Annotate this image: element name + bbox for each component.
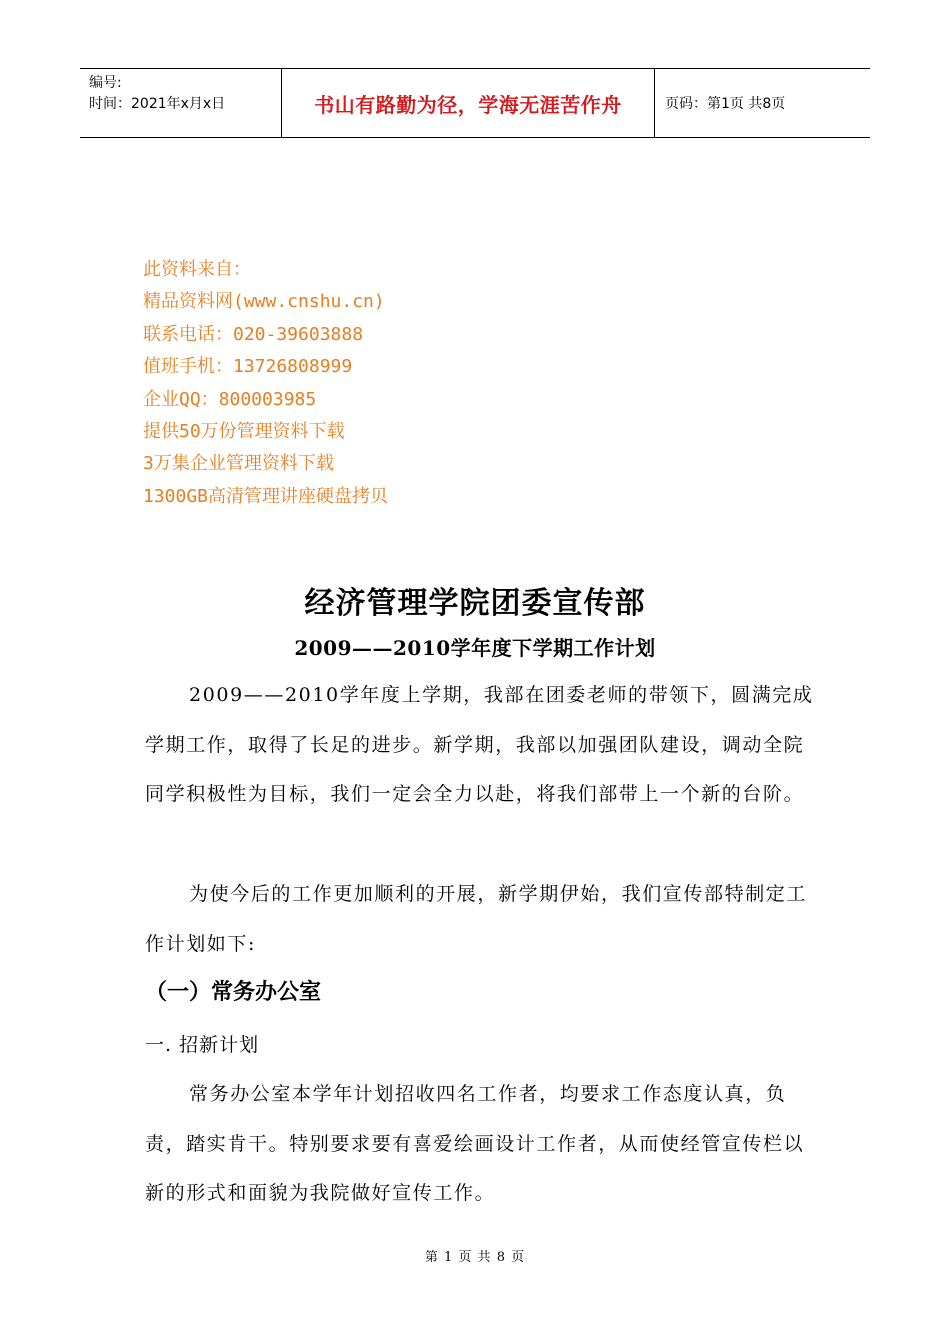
document-title: 经济管理学院团委宣传部 xyxy=(304,586,646,621)
source-line: 3万集企业管理资料下载 xyxy=(143,453,334,475)
header-meta xyxy=(80,69,282,137)
recruitment-paragraph: 常务办公室本学年计划招收四名工作者，均要求工作态度认真，负责，踏实肯干。特别要求要有喜爱绘画设计工作者，从而使经管宣传栏以新的形式和面貌为我院做好宣传工作。 xyxy=(145,1083,805,1204)
source-line: 提供50万份管理资料下载 xyxy=(143,421,345,443)
intro-paragraph: 2009——2010学年度上学期，我部在团委老师的带领下，圆满完成学期工作，取得了长足的进步。新学期，我部以加强团队建设，调动全院同学积极性为目标，我们一定会全力以赴，将我们部带上一个新的台阶。 xyxy=(145,684,814,805)
page-header xyxy=(80,68,870,138)
item-heading: 一. 招新计划 xyxy=(145,1034,260,1056)
source-line: 联系电话：020-39603888 xyxy=(143,323,364,345)
header-motto: 书山有路勤为径，学海无涯苦作舟 xyxy=(282,69,655,137)
section-heading: （一）常务办公室 xyxy=(145,980,322,1005)
source-line: 此资料来自： xyxy=(143,259,251,280)
document-number-label: 编号: xyxy=(89,75,122,91)
plan-intro-paragraph: 为使今后的工作更加顺利的开展，新学期伊始，我们宣传部特制定工作计划如下: xyxy=(145,883,808,955)
header-page-number: 页码：第1页 共8页 xyxy=(665,96,786,112)
document-date-label: 时间：2021年x月x日 xyxy=(89,96,226,112)
document-subtitle: 2009——2010学年度下学期工作计划 xyxy=(294,636,656,660)
page-footer: 第 1 页 共 8 页 xyxy=(424,1250,526,1265)
source-line: 1300GB高清管理讲座硬盘拷贝 xyxy=(143,485,389,507)
source-line: 值班手机：13726808999 xyxy=(143,356,353,378)
source-line: 企业QQ：800003985 xyxy=(143,388,317,410)
source-info-block xyxy=(143,254,388,513)
source-line: 精品资料网(www.cnshu.cn) xyxy=(143,291,385,313)
